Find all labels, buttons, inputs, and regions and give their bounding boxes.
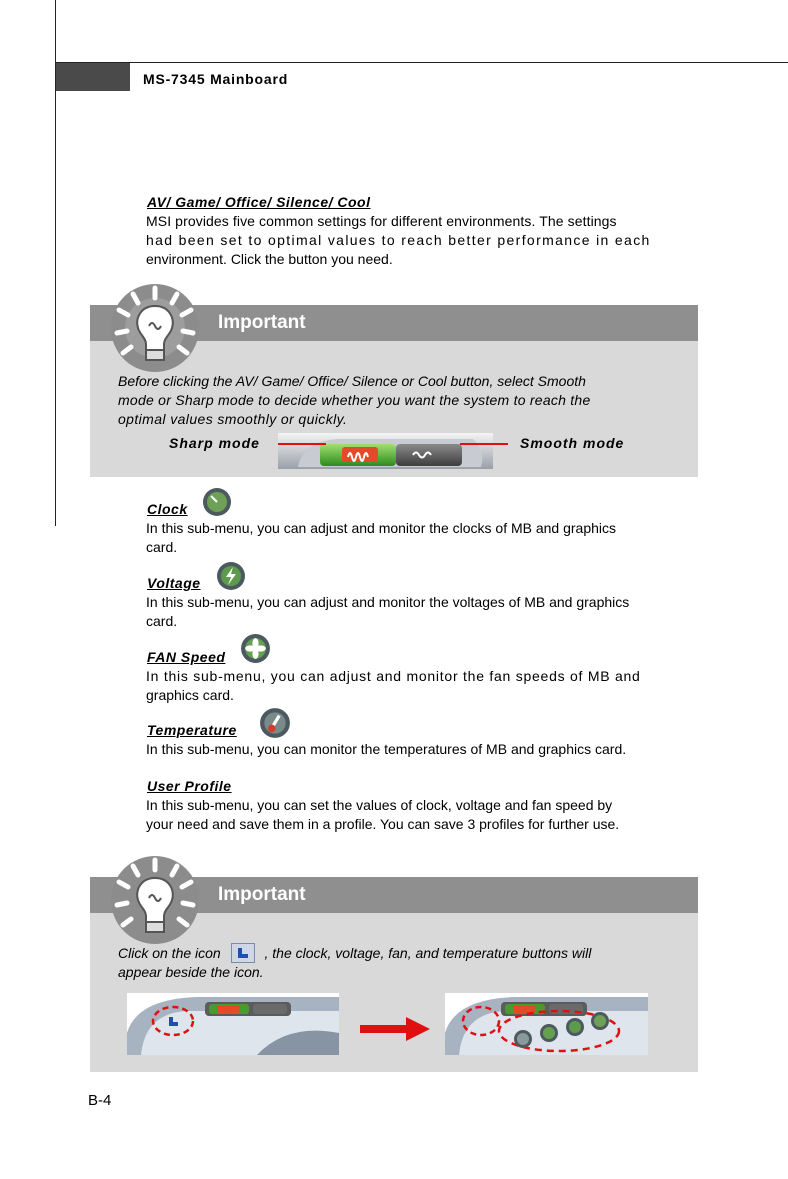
voltage-description: In this sub-menu, you can adjust and monitor the voltages of MB and graphics card. [146, 594, 630, 629]
mode-toggle-image [278, 433, 493, 469]
important-title: Important [218, 312, 306, 333]
profile-description: In this sub-menu, you can set the values of clock, voltage and fan speed by your need and save them in a profile. You can save 3 profiles for further use. [146, 797, 620, 832]
lightbulb-icon [105, 278, 205, 378]
voltage-heading: Voltage [147, 575, 201, 591]
fan-description: In this sub-menu, you can adjust and monitor the fan speeds of MB and graphics card. [146, 668, 641, 703]
modes-description: MSI provides five common settings for different environments. The settings had been set to optimal values to reach better performance in each environment. Click the button you need. [146, 213, 651, 267]
important-title: Important [218, 884, 306, 905]
fan-icon [240, 633, 271, 664]
clock-description: In this sub-menu, you can adjust and monitor the clocks of MB and graphics card. [146, 520, 617, 555]
modes-heading: AV/ Game/ Office/ Silence/ Cool [147, 194, 371, 210]
header-rule [55, 62, 788, 63]
toggle-icon [231, 943, 255, 963]
smooth-mode-label: Smooth mode [520, 435, 625, 451]
important-text: Click on the icon , the clock, voltage, fan, and temperature buttons will appear beside the icon. [118, 945, 592, 980]
sharp-callout-line [278, 443, 326, 445]
temperature-description: In this sub-menu, you can monitor the temperatures of MB and graphics card. [146, 741, 627, 757]
page-header-title: MS-7345 Mainboard [143, 71, 289, 87]
page-number: B-4 [88, 1092, 112, 1109]
smooth-callout-line [460, 443, 508, 445]
header-block [56, 63, 130, 91]
sharp-mode-label: Sharp mode [169, 435, 260, 451]
fan-heading: FAN Speed [147, 649, 226, 665]
temperature-heading: Temperature [147, 722, 237, 738]
clock-heading: Clock [147, 501, 188, 517]
profile-heading: User Profile [147, 778, 232, 794]
lightning-icon [216, 561, 246, 591]
important-text: Before clicking the AV/ Game/ Office/ Silence or Cool button, select Smooth mode or Sharp mode to decide whether you want the system to reach the optimal values smoothly or quickly. [118, 373, 591, 427]
after-screenshot [445, 993, 648, 1055]
thermometer-icon [259, 707, 291, 739]
before-screenshot [127, 993, 339, 1055]
lightbulb-icon [105, 850, 205, 950]
clock-gauge-icon [202, 487, 232, 517]
right-arrow-icon [360, 1017, 430, 1041]
